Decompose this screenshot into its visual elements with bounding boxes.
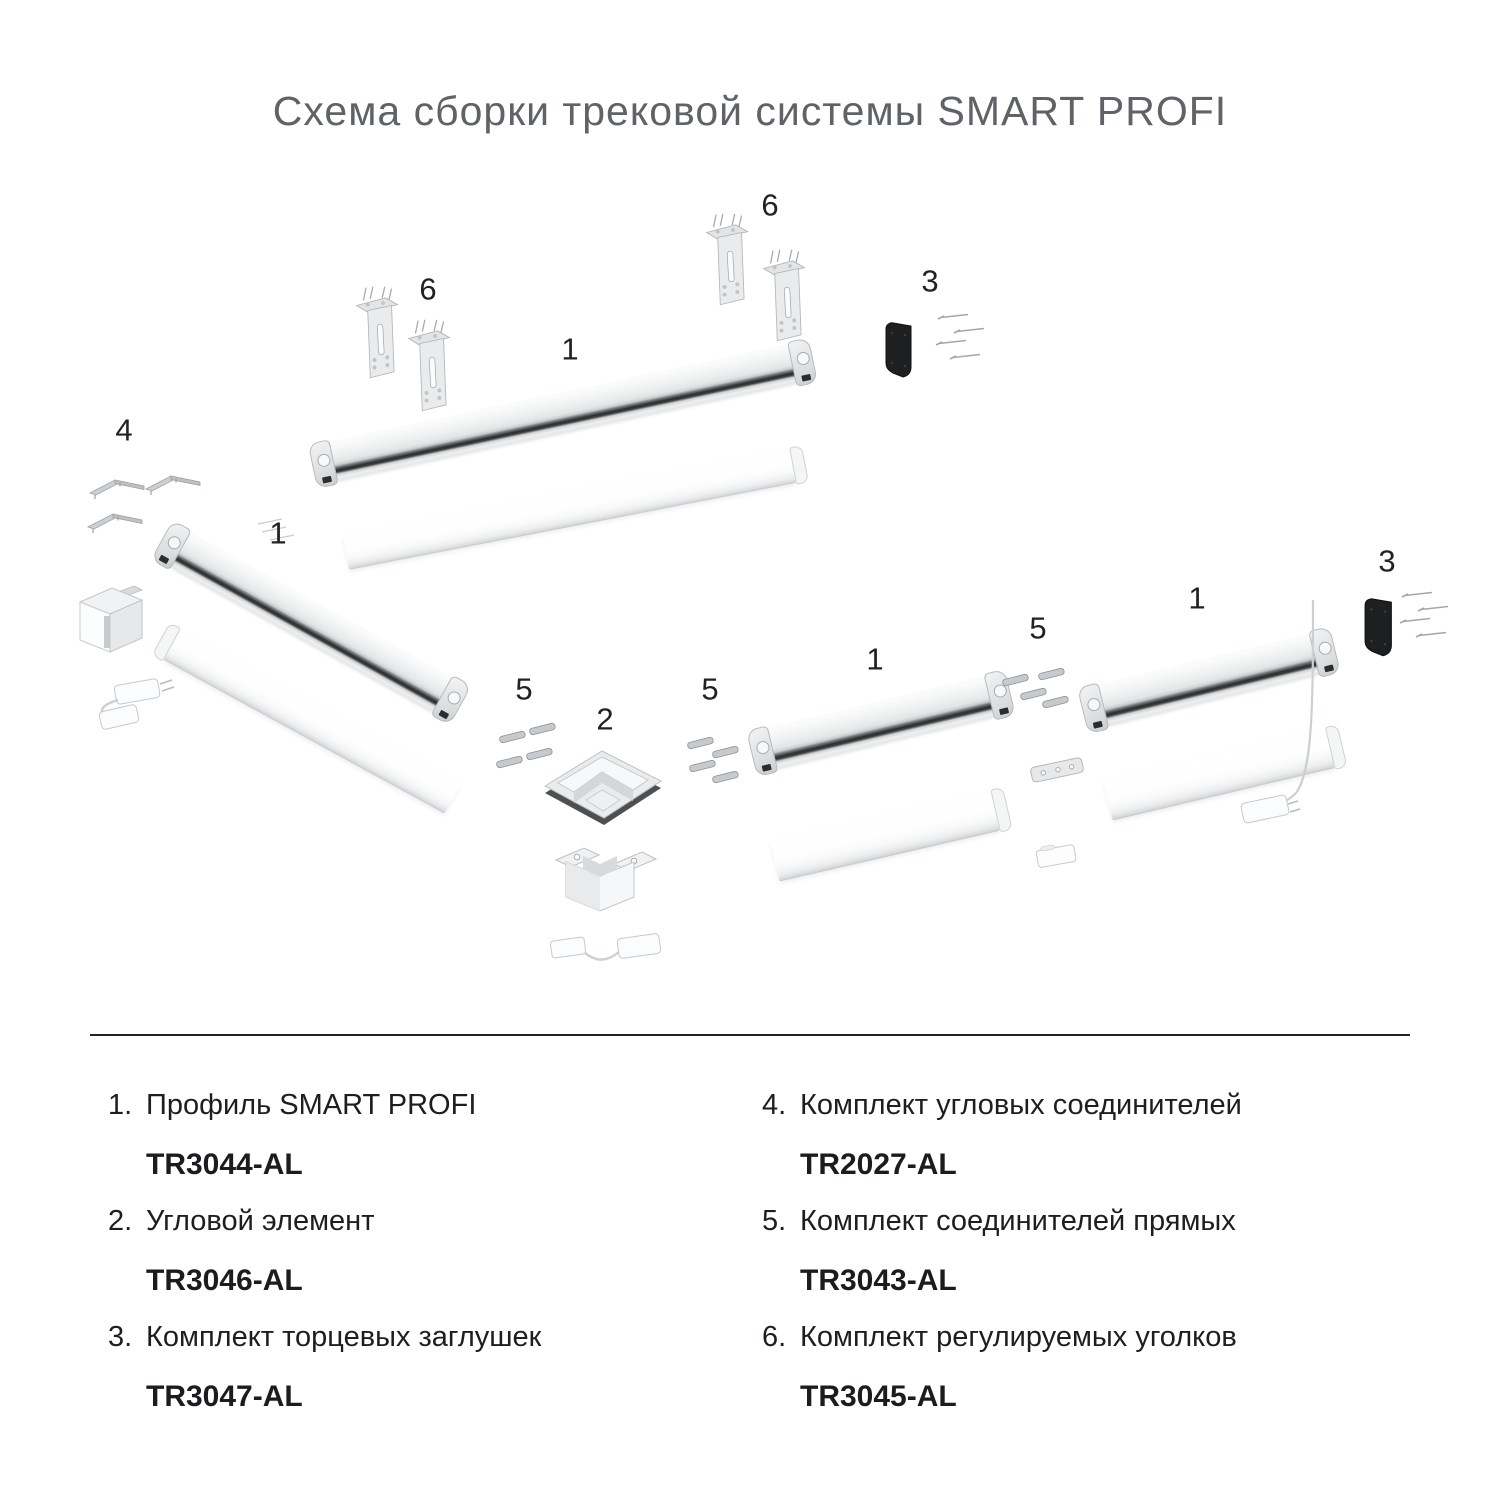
straight-connectors-corner-left (496, 723, 556, 769)
callout-1-left: 1 (269, 515, 287, 551)
corner-mounting-bracket (556, 848, 656, 911)
callout-1-far-right: 1 (1188, 580, 1206, 616)
profile-channel-hole (445, 689, 463, 707)
end-cap-top (886, 315, 984, 378)
power-connector-left (98, 678, 174, 730)
callout-5-corner-right: 5 (701, 671, 719, 707)
profile-end-face (787, 337, 818, 387)
profile-slot-notch (1092, 721, 1102, 729)
profile-slot-notch (158, 554, 169, 564)
cover-strip-mid-right (771, 792, 1000, 882)
legend-item (108, 1207, 541, 1296)
profile-end-face (308, 439, 339, 489)
corner-element (545, 751, 661, 825)
legend-item-code: TR3044-AL (146, 1148, 303, 1181)
legend-item-number: 2. (108, 1205, 133, 1237)
corner-cap-box (80, 586, 142, 652)
profile-end-face (1077, 682, 1110, 734)
connector-housing-box (1035, 841, 1076, 867)
parts-legend-column-2 (762, 1091, 1242, 1439)
profile-slot-notch (1323, 665, 1333, 673)
legend-item (762, 1091, 1242, 1180)
legend-item-name: Профиль SMART PROFI (146, 1089, 477, 1121)
legend-item-name: Комплект соединителей прямых (800, 1205, 1236, 1237)
corner-connectors (88, 476, 294, 540)
cover-end-face (151, 622, 181, 662)
profile-channel-hole (795, 351, 810, 366)
track-profile-far-right (1098, 635, 1319, 725)
profile-slot-notch (438, 709, 449, 719)
legend-item-code: TR3046-AL (146, 1264, 303, 1297)
callout-5-corner-left: 5 (515, 671, 533, 707)
legend-item (762, 1207, 1242, 1296)
callout-3-top: 3 (921, 263, 939, 299)
cover-strip-far-right (1103, 729, 1334, 820)
profile-channel-hole (1086, 697, 1102, 713)
legend-item-code: TR3047-AL (146, 1380, 303, 1413)
straight-connectors-corner-right (687, 737, 739, 784)
profile-channel-hole (165, 534, 183, 552)
profile-slot-notch (761, 764, 771, 772)
legend-item-number: 5. (762, 1205, 787, 1237)
legend-item-number: 3. (108, 1321, 133, 1353)
legend-item-name: Комплект угловых соединителей (800, 1089, 1242, 1121)
cover-end-face (1325, 724, 1348, 770)
profile-end-face (746, 725, 779, 777)
callout-6-top: 6 (761, 187, 779, 223)
callout-1-mid-right: 1 (866, 641, 884, 677)
profile-slot-notch (998, 707, 1008, 715)
callout-2: 2 (596, 701, 614, 737)
legend-item (762, 1323, 1242, 1412)
legend-item-code: TR3045-AL (800, 1380, 957, 1413)
track-profile-mid-right (767, 678, 994, 769)
legend-item-number: 6. (762, 1321, 787, 1353)
legend-divider (90, 1034, 1410, 1036)
legend-item-code: TR3043-AL (800, 1264, 957, 1297)
cover-end-face (789, 445, 809, 485)
cover-strip-left (164, 630, 461, 813)
legend-item-code: TR2027-AL (800, 1148, 957, 1181)
cover-strip-top (343, 449, 796, 569)
cover-end-face (990, 787, 1013, 833)
callout-1-top: 1 (561, 331, 579, 367)
profile-end-face (430, 675, 472, 726)
legend-item (108, 1323, 541, 1412)
legend-item-number: 1. (108, 1089, 133, 1121)
power-connector-center (550, 933, 661, 959)
feed-wire-right (1240, 600, 1313, 824)
profile-end-face (983, 669, 1016, 721)
callout-5-right: 5 (1029, 610, 1047, 646)
profile-slot-notch (322, 476, 332, 484)
profile-slot-notch (801, 374, 811, 382)
joint-plate-with-holes (1030, 757, 1084, 782)
profile-channel-hole (1317, 640, 1333, 656)
legend-item-name: Угловой элемент (146, 1205, 375, 1237)
page-title: Схема сборки трековой системы SMART PROFI (272, 88, 1228, 134)
profile-end-face (150, 520, 192, 571)
profile-channel-hole (992, 683, 1008, 699)
legend-item (108, 1091, 541, 1180)
profile-end-face (1308, 626, 1341, 678)
legend-item-name: Комплект торцевых заглушек (146, 1321, 542, 1353)
parts-legend-column-1 (108, 1091, 541, 1439)
profile-channel-hole (755, 740, 771, 756)
callout-6-left: 6 (419, 271, 437, 307)
legend-item-name: Комплект регулируемых уголков (800, 1321, 1237, 1353)
callout-4: 4 (115, 412, 133, 448)
end-cap-right (1365, 593, 1448, 656)
profile-channel-hole (316, 453, 331, 468)
callout-3-right: 3 (1378, 543, 1396, 579)
legend-item-number: 4. (762, 1089, 787, 1121)
adjustable-brackets-top (707, 214, 805, 341)
